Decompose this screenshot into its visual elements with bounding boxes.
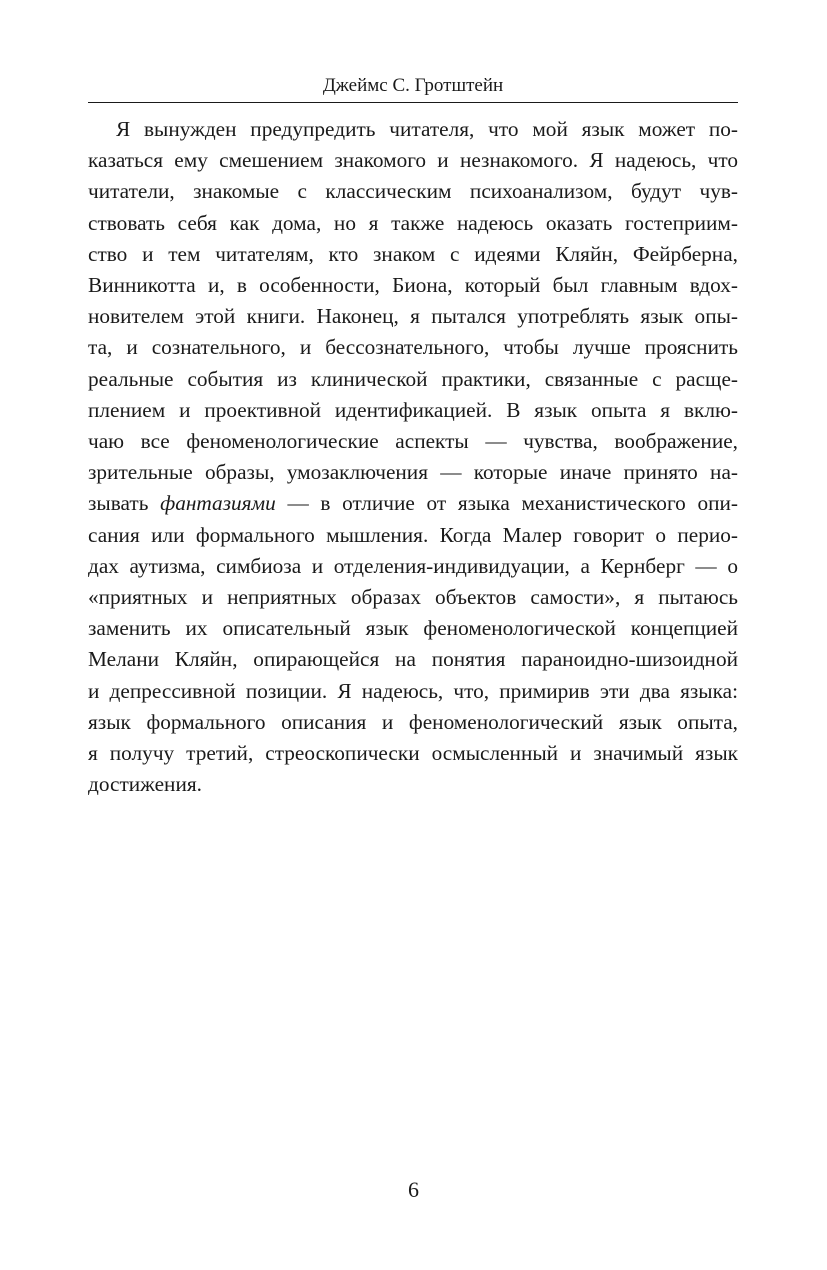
text-line: та, и сознательного, и бессознательного, чтобы лучше прояснить <box>88 335 738 360</box>
text-line: новителем этой книги. Наконец, я пытался употреблять язык опы- <box>88 304 738 329</box>
text-line: дах аутизма, симбиоза и отделения-индивидуации, а Кернберг — о <box>88 553 738 578</box>
text-run: зывать <box>88 491 161 516</box>
text-line: зрительные образы, умозаключения — которые иначе принято на- <box>88 460 738 485</box>
body-paragraph <box>88 114 738 800</box>
text-line: я получу третий, стреоскопически осмысленный и значимый язык <box>88 741 738 766</box>
header-rule <box>88 102 738 103</box>
text-line: ство и тем читателям, кто знаком с идеями Кляйн, Фейрберна, <box>88 241 738 266</box>
text-line: читатели, знакомые с классическим психоанализом, будут чув- <box>88 179 738 204</box>
text-line: сания или формального мышления. Когда Малер говорит о перио- <box>88 522 738 547</box>
text-line: язык формального описания и феноменологический язык опыта, <box>88 709 738 734</box>
text-line: Винникотта и, в особенности, Биона, который был главным вдох- <box>88 273 738 298</box>
text-line: заменить их описательный язык феноменологической концепцией <box>88 616 738 641</box>
text-line: «приятных и неприятных образах объектов самости», я пытаюсь <box>88 585 738 610</box>
text-line: чаю все феноменологические аспекты — чувства, воображение, <box>88 429 738 454</box>
text-line <box>88 488 738 519</box>
text-line: ствовать себя как дома, но я также надеюсь оказать гостеприим- <box>88 210 738 235</box>
running-head-author: Джеймс С. Гротштейн <box>322 75 504 96</box>
text-line: Я вынужден предупредить читателя, что мой язык может по- <box>116 117 738 141</box>
text-line: Мелани Кляйн, опирающейся на понятия параноидно-шизоидной <box>88 647 738 672</box>
text-line: и депрессивной позиции. Я надеюсь, что, примирив эти два языка: <box>88 678 738 703</box>
italic-term: фантазиями <box>160 491 276 516</box>
text-line: достижения. <box>88 772 202 797</box>
page-number: 6 <box>408 1177 419 1202</box>
text-line: реальные события из клинической практики, связанные с расще- <box>88 366 738 391</box>
text-line: казаться ему смешением знакомого и незнакомого. Я надеюсь, что <box>88 148 738 173</box>
text-line: плением и проективной идентификацией. В язык опыта я вклю- <box>88 397 738 422</box>
text-run: — в отличие от языка механистического опи- <box>275 491 738 516</box>
